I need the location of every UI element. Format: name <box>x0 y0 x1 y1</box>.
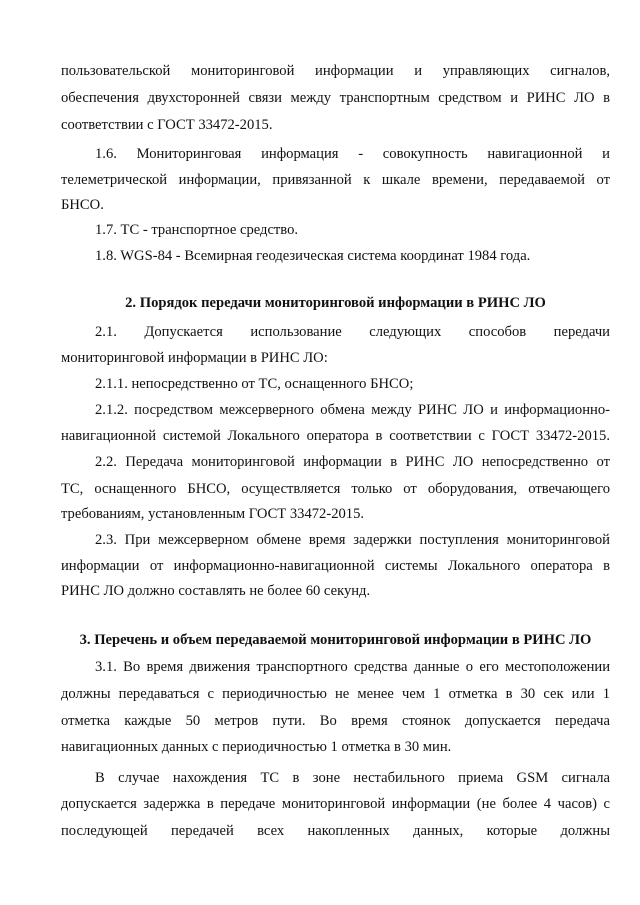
text-line: В случае нахождения ТС в зоне нестабильного приема GSM сигнала <box>95 770 610 786</box>
text-line: 2.1. Допускается использование следующих способов передачи <box>95 324 610 340</box>
text-line: навигационных данных с периодичностью 1 отметка в 30 мин. <box>61 739 452 755</box>
text-line: последующей передачей всех накопленных данных, которые должны <box>61 823 610 839</box>
text-line: 2.2. Передача мониторинговой информации в РИНС ЛО непосредственно от <box>95 454 610 470</box>
text-line: отметка каждые 50 метров пути. Во время стоянок допускается передача <box>61 713 610 729</box>
text-line: соответствии с ГОСТ 33472-2015. <box>61 117 273 133</box>
text-line: 3.1. Во время движения транспортного средства данные о его местоположении <box>95 659 610 675</box>
text-line: 2.3. При межсерверном обмене время задержки поступления мониторинговой <box>95 532 610 548</box>
text-line: 2.1.2. посредством межсерверного обмена между РИНС ЛО и информационно- <box>95 402 610 418</box>
text-line: обеспечения двухсторонней связи между транспортным средством и РИНС ЛО в <box>61 90 610 106</box>
text-line: допускается задержка в передаче мониторинговой информации (не более 4 часов) с <box>61 796 610 812</box>
text-line: БНСО. <box>61 197 104 213</box>
text-line: 2.1.1. непосредственно от ТС, оснащенного БНСО; <box>95 376 414 392</box>
section-heading: 3. Перечень и объем передаваемой мониторинговой информации в РИНС ЛО <box>79 632 592 648</box>
text-line: пользовательской мониторинговой информации и управляющих сигналов, <box>61 63 610 79</box>
text-line: навигационной системой Локального оператора в соответствии с ГОСТ 33472-2015. <box>61 428 610 444</box>
section-heading: 2. Порядок передачи мониторинговой информации в РИНС ЛО <box>125 295 546 311</box>
text-line: РИНС ЛО должно составлять не более 60 секунд. <box>61 583 371 599</box>
text-line: 1.7. ТС - транспортное средство. <box>95 222 299 238</box>
text-line: информации от информационно-навигационной системы Локального оператора в <box>61 558 610 574</box>
text-line: ТС, оснащенного БНСО, осуществляется только от оборудования, отвечающего <box>61 481 610 497</box>
text-line: телеметрической информации, привязанной к шкале времени, передаваемой от <box>61 172 610 188</box>
text-line: 1.6. Мониторинговая информация - совокупность навигационной и <box>95 146 610 162</box>
text-line: мониторинговой информации в РИНС ЛО: <box>61 350 328 366</box>
text-line: 1.8. WGS-84 - Всемирная геодезическая система координат 1984 года. <box>95 248 531 264</box>
text-line: требованиям, установленным ГОСТ 33472-2015. <box>61 506 365 522</box>
text-line: должны передаваться с периодичностью не менее чем 1 отметка в 30 сек или 1 <box>61 686 610 702</box>
